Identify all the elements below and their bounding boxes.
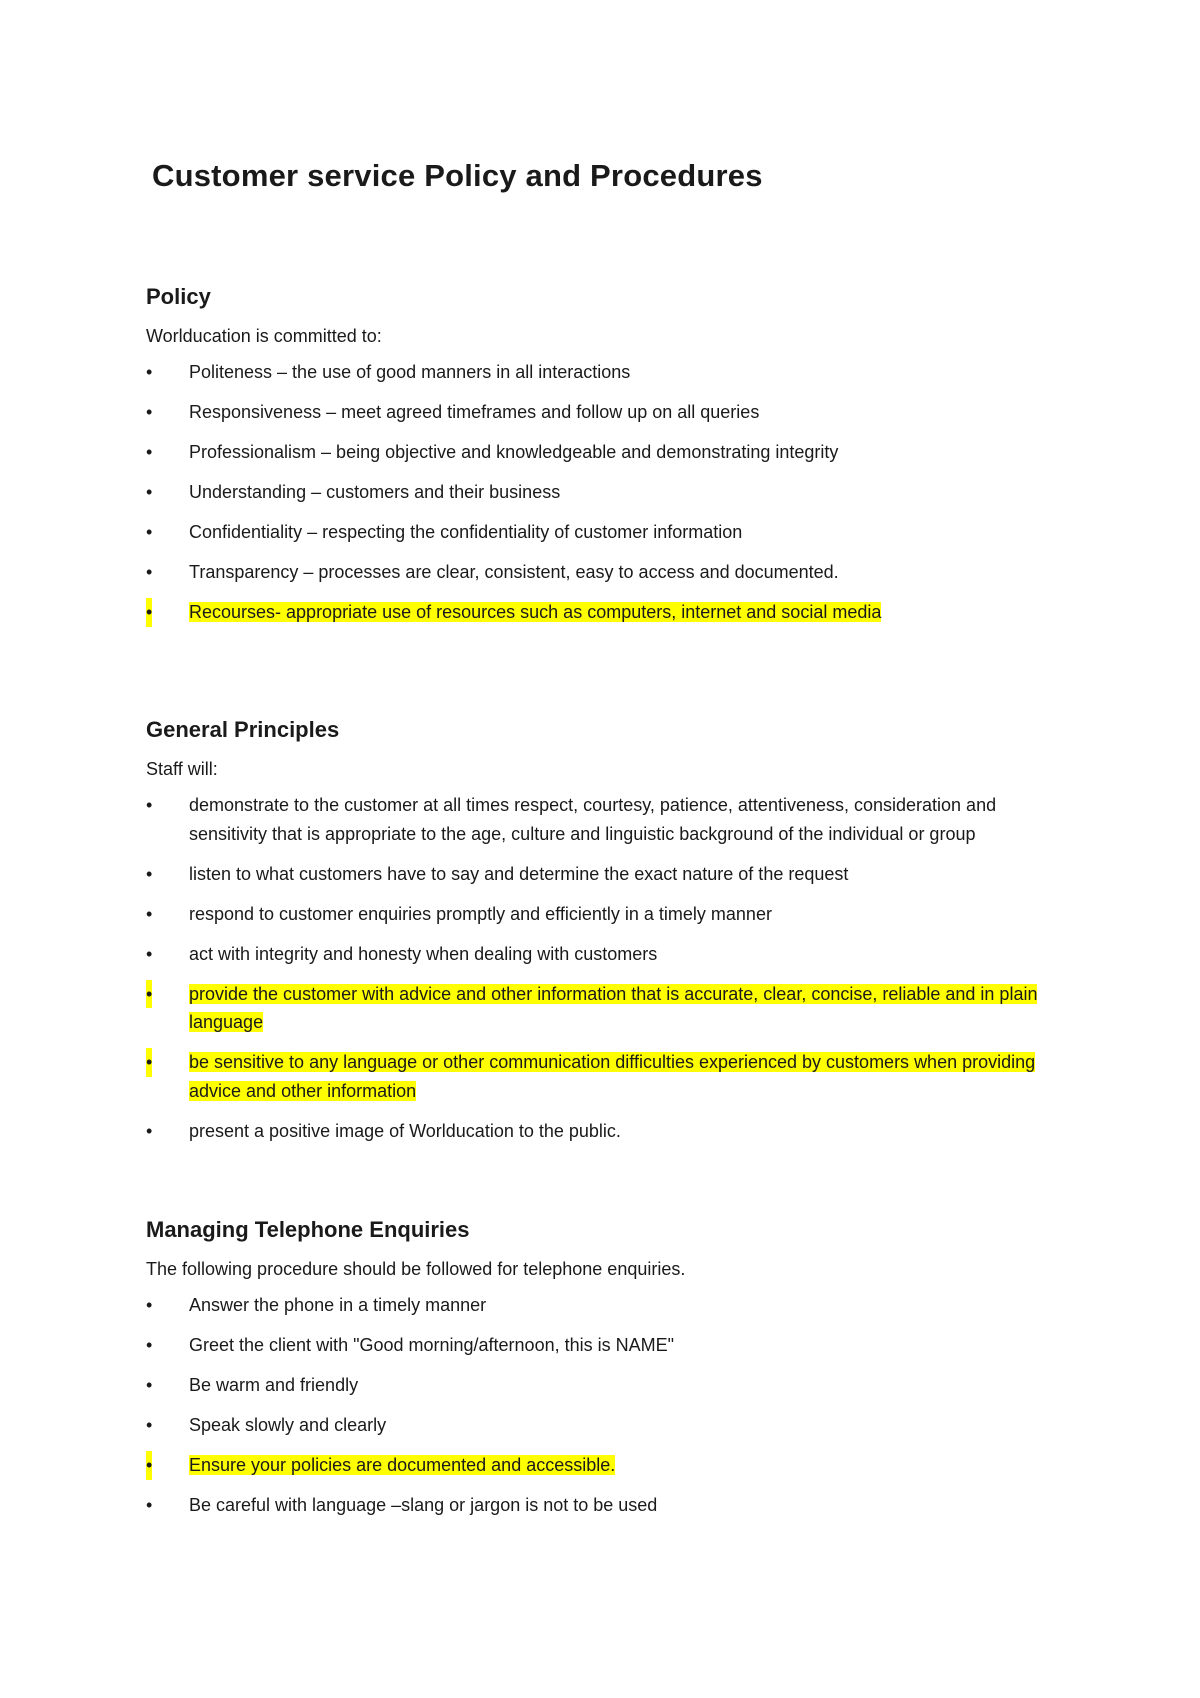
list-item-text: Understanding – customers and their business [189,482,561,502]
bullet-dot-icon: • [146,980,152,1009]
list-item-text: Politeness – the use of good manners in all interactions [189,362,631,382]
list-item-text: provide the customer with advice and other information that is accurate, clear, concise, reliable and in plain language [189,983,1038,1032]
list-item-text: Recourses- appropriate use of resources such as computers, internet and social media [189,602,882,622]
bullet-dot-icon: • [146,903,153,924]
bullet-dot-icon: • [146,562,153,582]
list-item [146,398,1076,427]
list-item [146,940,1076,969]
list-item-text: Professionalism – being objective and knowledgeable and demonstrating integrity [189,442,839,462]
list-item [146,791,1076,848]
list-item-text: Speak slowly and clearly [189,1415,387,1435]
section-heading: Managing Telephone Enquiries [146,1217,470,1242]
list-item [146,518,1076,547]
section-policy [146,284,1076,638]
bullet-dot-icon: • [146,1375,153,1395]
list-item-text: act with integrity and honesty when dealing with customers [189,943,658,964]
bullet-dot-icon: • [146,943,153,964]
list-item [146,1331,1076,1360]
bullet-dot-icon: • [146,1415,153,1435]
section-managing-telephone-enquiries [146,1217,1076,1531]
list-item-text: Ensure your policies are documented and accessible. [189,1455,616,1475]
bullet-dot-icon: • [146,1120,153,1141]
list-item [146,1371,1076,1400]
list-item-text: respond to customer enquiries promptly and efficiently in a timely manner [189,903,772,924]
section-intro: Worlducation is committed to: [146,326,382,346]
list-item-text: Transparency – processes are clear, consistent, easy to access and documented. [189,562,839,582]
list-item [146,358,1076,387]
section-intro: Staff will: [146,759,218,779]
bullet-dot-icon: • [146,482,153,502]
bullet-dot-icon: • [146,1451,152,1480]
list-item [146,598,1076,627]
bullet-dot-icon: • [146,362,153,382]
list-item-text: present a positive image of Worlducation to the public. [189,1120,621,1141]
bullet-dot-icon: • [146,1295,153,1315]
bullet-dot-icon: • [146,795,153,815]
section-heading: General Principles [146,717,340,742]
section-heading: Policy [146,284,211,309]
bullet-list [146,1291,1076,1520]
list-item-text: Responsiveness – meet agreed timeframes and follow up on all queries [189,402,760,422]
bullet-dot-icon: • [146,402,153,422]
list-item [146,558,1076,587]
bullet-dot-icon: • [146,1495,153,1515]
section-intro: The following procedure should be followed for telephone enquiries. [146,1259,686,1279]
list-item [146,1491,1076,1520]
list-item-text: listen to what customers have to say and determine the exact nature of the request [189,863,849,884]
list-item [146,1117,1076,1146]
page-title: Customer service Policy and Procedures [152,158,763,193]
list-item-text: Confidentiality – respecting the confidentiality of customer information [189,522,743,542]
bullet-dot-icon: • [146,522,153,542]
section-general-principles [146,717,1076,1157]
list-item-text: Be warm and friendly [189,1375,359,1395]
bullet-dot-icon: • [146,598,152,627]
bullet-dot-icon: • [146,442,153,462]
list-item-text: Greet the client with "Good morning/afternoon, this is NAME" [189,1335,674,1355]
list-item [146,1451,1076,1480]
bullet-list [146,358,1076,627]
list-item-text: be sensitive to any language or other communication difficulties experienced by customers when providing advice and other information [189,1052,1036,1101]
bullet-dot-icon: • [146,1335,153,1355]
list-item [146,900,1076,929]
bullet-dot-icon: • [146,1048,152,1077]
bullet-list [146,791,1076,1145]
list-item-text: demonstrate to the customer at all times respect, courtesy, patience, attentiveness, consideration and sensitivity that is appropriate to the age, culture and linguistic background of the individual or group [189,795,997,844]
list-item [146,980,1076,1037]
list-item [146,1291,1076,1320]
list-item-text: Be careful with language –slang or jargon is not to be used [189,1495,658,1515]
list-item-text: Answer the phone in a timely manner [189,1295,487,1315]
bullet-dot-icon: • [146,863,153,884]
list-item [146,438,1076,467]
list-item [146,478,1076,507]
list-item [146,860,1076,889]
list-item [146,1411,1076,1440]
list-item [146,1048,1076,1105]
